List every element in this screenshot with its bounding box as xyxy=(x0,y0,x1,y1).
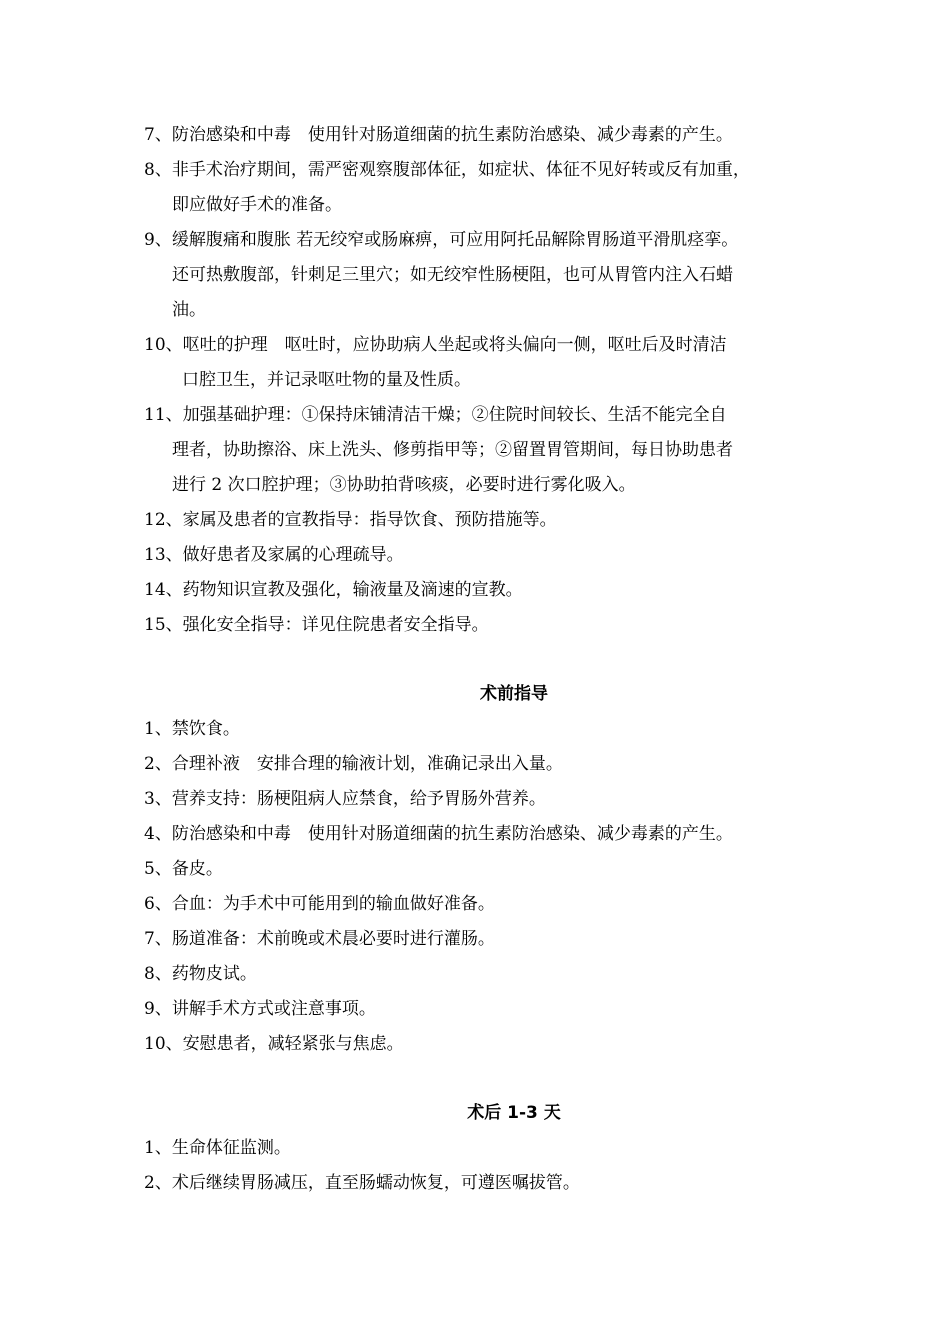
item-line: 7、防治感染和中毒 使用针对肠道细菌的抗生素防治感染、减少毒素的产生。 xyxy=(144,125,733,145)
list-item: 2、合理补液 安排合理的输液计划，准确记录出入量。 xyxy=(144,754,563,774)
item-line-continued: 理者，协助擦浴、床上洗头、修剪指甲等；②留置胃管期间，每日协助患者 xyxy=(172,440,733,460)
list-item: 4、防治感染和中毒 使用针对肠道细菌的抗生素防治感染、减少毒素的产生。 xyxy=(144,824,733,844)
section-preoperative xyxy=(144,677,824,1062)
list-item: 3、营养支持：肠梗阻病人应禁食，给予胃肠外营养。 xyxy=(144,789,546,809)
item-line: 9、缓解腹痛和腹胀 若无绞窄或肠麻痹，可应用阿托品解除胃肠道平滑肌痉挛。 xyxy=(144,230,739,250)
document-page xyxy=(144,118,824,1201)
list-item xyxy=(144,538,824,573)
item-line-continued: 进行 2 次口腔护理；③协助拍背咳痰，必要时进行雾化吸入。 xyxy=(172,475,636,495)
item-line: 15、强化安全指导：详见住院患者安全指导。 xyxy=(144,615,489,635)
section-heading: 术前指导 xyxy=(480,684,548,704)
list-item xyxy=(144,153,824,223)
section-postoperative xyxy=(144,1096,824,1201)
item-line: 13、做好患者及家属的心理疏导。 xyxy=(144,545,404,565)
list-item xyxy=(144,608,824,643)
list-item xyxy=(144,223,824,328)
list-item xyxy=(144,118,824,153)
item-line: 11、加强基础护理：①保持床铺清洁干燥；②住院时间较长、生活不能完全自 xyxy=(144,405,727,425)
list-item: 8、药物皮试。 xyxy=(144,964,257,984)
list-item: 10、安慰患者，减轻紧张与焦虑。 xyxy=(144,1034,404,1054)
list-item: 7、肠道准备：术前晚或术晨必要时进行灌肠。 xyxy=(144,929,495,949)
list-item: 5、备皮。 xyxy=(144,859,223,879)
section-heading: 术后 1-3 天 xyxy=(467,1103,561,1123)
item-line-continued: 即应做好手术的准备。 xyxy=(172,195,342,215)
item-line: 10、呕吐的护理 呕吐时，应协助病人坐起或将头偏向一侧，呕吐后及时清洁 xyxy=(144,335,727,355)
list-item: 1、禁饮食。 xyxy=(144,719,240,739)
section-gap xyxy=(144,643,824,677)
list-item: 2、术后继续胃肠减压，直至肠蠕动恢复，可遵医嘱拔管。 xyxy=(144,1173,580,1193)
list-item xyxy=(144,573,824,608)
list-item: 1、生命体征监测。 xyxy=(144,1138,291,1158)
section-nursing-continued xyxy=(144,118,824,643)
item-line: 14、药物知识宣教及强化，输液量及滴速的宣教。 xyxy=(144,580,523,600)
item-line-continued: 还可热敷腹部，针刺足三里穴；如无绞窄性肠梗阻，也可从胃管内注入石蜡 xyxy=(172,265,733,285)
item-line: 8、非手术治疗期间，需严密观察腹部体征，如症状、体征不见好转或反有加重， xyxy=(144,160,750,180)
item-line-continued: 口腔卫生，并记录呕吐物的量及性质。 xyxy=(182,370,471,390)
list-item: 6、合血：为手术中可能用到的输血做好准备。 xyxy=(144,894,495,914)
list-item xyxy=(144,503,824,538)
item-line-continued: 油。 xyxy=(172,300,206,320)
section-gap xyxy=(144,1062,824,1096)
list-item xyxy=(144,328,824,398)
list-item xyxy=(144,398,824,503)
list-item: 9、讲解手术方式或注意事项。 xyxy=(144,999,376,1019)
item-line: 12、家属及患者的宣教指导：指导饮食、预防措施等。 xyxy=(144,510,557,530)
